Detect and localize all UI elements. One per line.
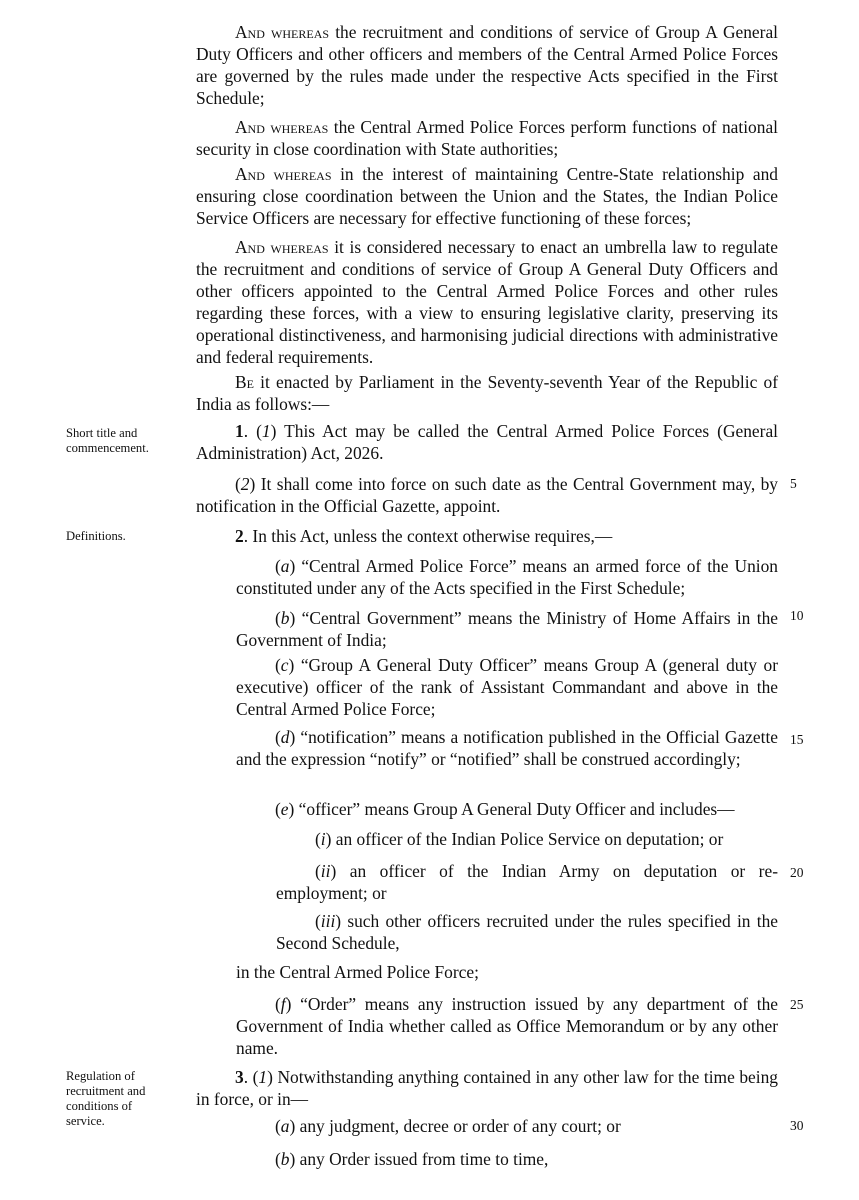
recital-2 <box>196 116 778 160</box>
enacting-formula <box>196 371 778 415</box>
section-number: 2 <box>235 526 244 546</box>
subclause-iii: (iii) such other officers recruited under the rules specified in the Second Schedule, <box>276 911 778 953</box>
section-text: ) It shall come into force on such date as the Central Government may, by notification in the Official Gazette, appoint. <box>196 474 778 516</box>
margin-note-definitions: Definitions. <box>66 529 126 543</box>
line-number: 30 <box>790 1118 804 1133</box>
recital-4 <box>196 236 778 368</box>
recital-3 <box>196 163 778 229</box>
section-3-sub-1: 3. (1) Notwithstanding anything contained in any other law for the time being in force, or in— <box>196 1067 778 1109</box>
line-number: 5 <box>790 476 797 491</box>
clause-b: (b) “Central Government” means the Ministry of Home Affairs in the Government of India; <box>236 608 778 650</box>
recital-lead: And whereas <box>235 22 330 42</box>
line-number: 20 <box>790 865 804 880</box>
enacting-lead: Be <box>235 372 254 392</box>
section-text: ) This Act may be called the Central Armed Police Forces (General Administration) Act, 2026. <box>196 421 778 463</box>
clause-e-tail: in the Central Armed Police Force; <box>236 962 479 982</box>
recital-text: the recruitment and conditions of service of Group A General Duty Officers and other officers and members of the Central Armed Police Forces are governed by the rules made under the respective Acts specified in the First Schedule; <box>196 22 778 108</box>
recital-text: it is considered necessary to enact an umbrella law to regulate the recruitment and conditions of service of Group A General Duty Officers and other officers appointed to the Central Armed Police Forces and other rules regarding these forces, with a view to ensuring legislative clarity, preserving its operational distinctiveness, and harmonising judicial directions with administrative and federal requirements. <box>196 237 778 367</box>
clause-e: (e) “officer” means Group A General Duty Officer and includes— <box>275 799 735 819</box>
line-number: 25 <box>790 997 804 1012</box>
subclause-ii: (ii) an officer of the Indian Army on deputation or re-employment; or <box>276 861 778 903</box>
margin-note-short-title: Short title and commencement. <box>66 426 149 455</box>
clause-a: (a) “Central Armed Police Force” means an armed force of the Union constituted under any of the Acts specified in the First Schedule; <box>236 556 778 598</box>
section-1-sub-2: (2) It shall come into force on such date as the Central Government may, by notification in the Official Gazette, appoint. <box>196 474 778 516</box>
section-number: 3 <box>235 1067 244 1087</box>
enacting-text: it enacted by Parliament in the Seventy-seventh Year of the Republic of India as follows:— <box>196 372 778 414</box>
clause-d: (d) “notification” means a notification published in the Official Gazette and the expression “notify” or “notified” shall be construed accordingly; <box>236 727 778 769</box>
recital-1 <box>196 21 778 109</box>
section-3-clause-a: (a) any judgment, decree or order of any court; or <box>275 1116 621 1136</box>
recital-text: the Central Armed Police Forces perform functions of national security in close coordination with State authorities; <box>196 117 778 159</box>
recital-text: in the interest of maintaining Centre-State relationship and ensuring close coordination between the Union and the States, the Indian Police Service Officers are necessary for effective functioning of these forces; <box>196 164 778 228</box>
section-number: 1 <box>235 421 244 441</box>
margin-note-regulation: Regulation of recruitment and conditions of service. <box>66 1069 146 1128</box>
line-number: 10 <box>790 608 804 623</box>
clause-f: (f) “Order” means any instruction issued by any department of the Government of India whether called as Office Memorandum or by any other name. <box>236 994 778 1058</box>
section-3-clause-b: (b) any Order issued from time to time, <box>275 1149 549 1169</box>
section-1-sub-1: 1. (1) This Act may be called the Central Armed Police Forces (General Administration) Act, 2026. <box>196 421 778 463</box>
recital-lead: And whereas <box>235 237 329 257</box>
line-number: 15 <box>790 732 804 747</box>
section-2-intro: 2. In this Act, unless the context otherwise requires,— <box>235 526 613 546</box>
recital-lead: And whereas <box>235 164 332 184</box>
clause-c: (c) “Group A General Duty Officer” means Group A (general duty or executive) officer of the rank of Assistant Commandant and above in the Central Armed Police Force; <box>236 655 778 719</box>
recital-lead: And whereas <box>235 117 329 137</box>
subclause-i: (i) an officer of the Indian Police Service on deputation; or <box>315 829 724 849</box>
